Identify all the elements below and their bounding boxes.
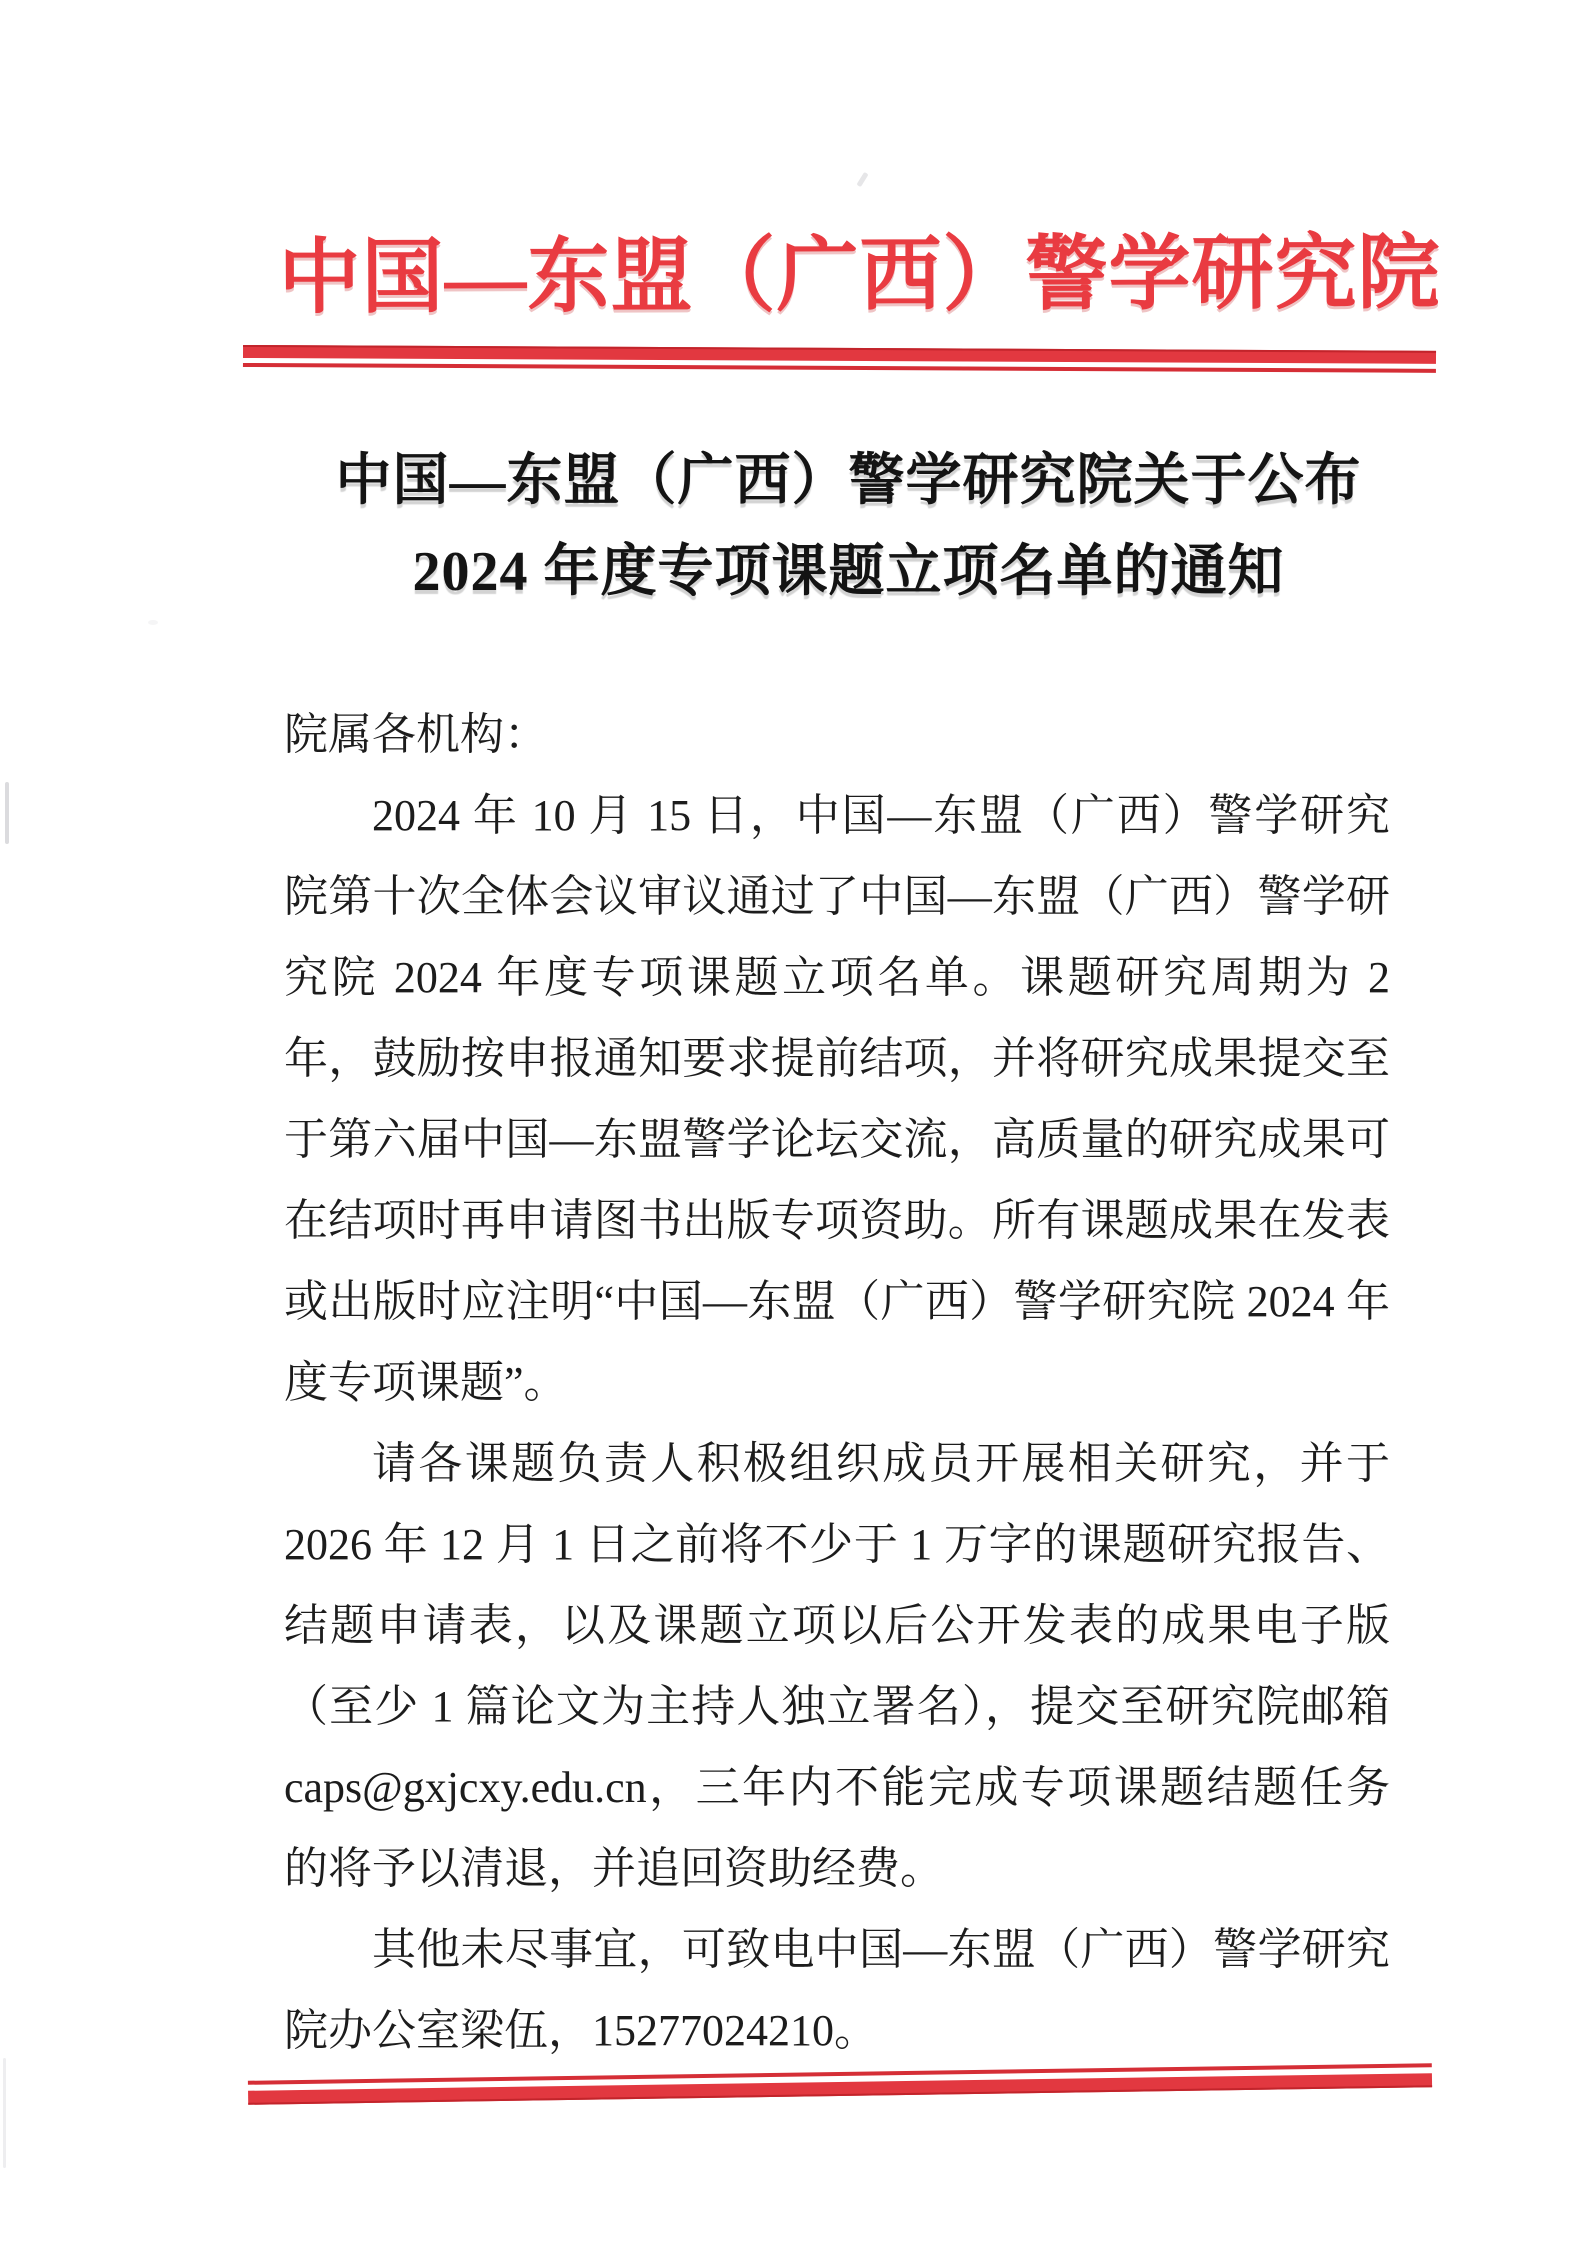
- scan-artifact: [3, 2058, 6, 2168]
- letterhead-institute-name: 中国—东盟（广西）警学研究院: [278, 227, 1441, 324]
- scan-artifact: [148, 620, 158, 625]
- scan-artifact: [5, 782, 9, 844]
- document-title-line-1: 中国—东盟（广西）警学研究院关于公布: [335, 450, 1362, 512]
- document-title: [55, 436, 1587, 618]
- paragraph-submission-requirements: 请各课题负责人积极组织成员开展相关研究，并于 2026 年 12 月 1 日之前将不少于 1 万字的课题研究报告、结题申请表，以及课题立项以后公开发表的成果电子版（至少 1 篇论文为主持人独立署名），提交至研究院邮箱 caps@gxjcxy.edu.cn，三年内不能完成专项课题结题任务的将予以清退，并追回资助经费。: [284, 1439, 1390, 1893]
- document-title-line-2: 2024 年度专项课题立项名单的通知: [412, 541, 1285, 603]
- salutation: 院属各机构：: [284, 710, 548, 759]
- paragraph-contact-info: 其他未尽事宜，可致电中国—东盟（广西）警学研究院办公室梁伍，15277024210。: [284, 1925, 1390, 2055]
- scan-artifact: [856, 172, 868, 187]
- notice-body: [284, 694, 1390, 2071]
- paragraph-project-list-approval: 2024 年 10 月 15 日，中国—东盟（广西）警学研究院第十次全体会议审议通过了中国—东盟（广西）警学研究院 2024 年度专项课题立项名单。课题研究周期为 2 年，鼓励按申报通知要求提前结项，并将研究成果提交至于第六届中国—东盟警学论坛交流，高质量的研究成果可在结项时再申请图书出版专项资助。所有课题成果在发表或出版时应注明“中国—东盟（广西）警学研究院 2024 年度专项课题”。: [284, 791, 1390, 1407]
- header-double-rule: [243, 345, 1436, 373]
